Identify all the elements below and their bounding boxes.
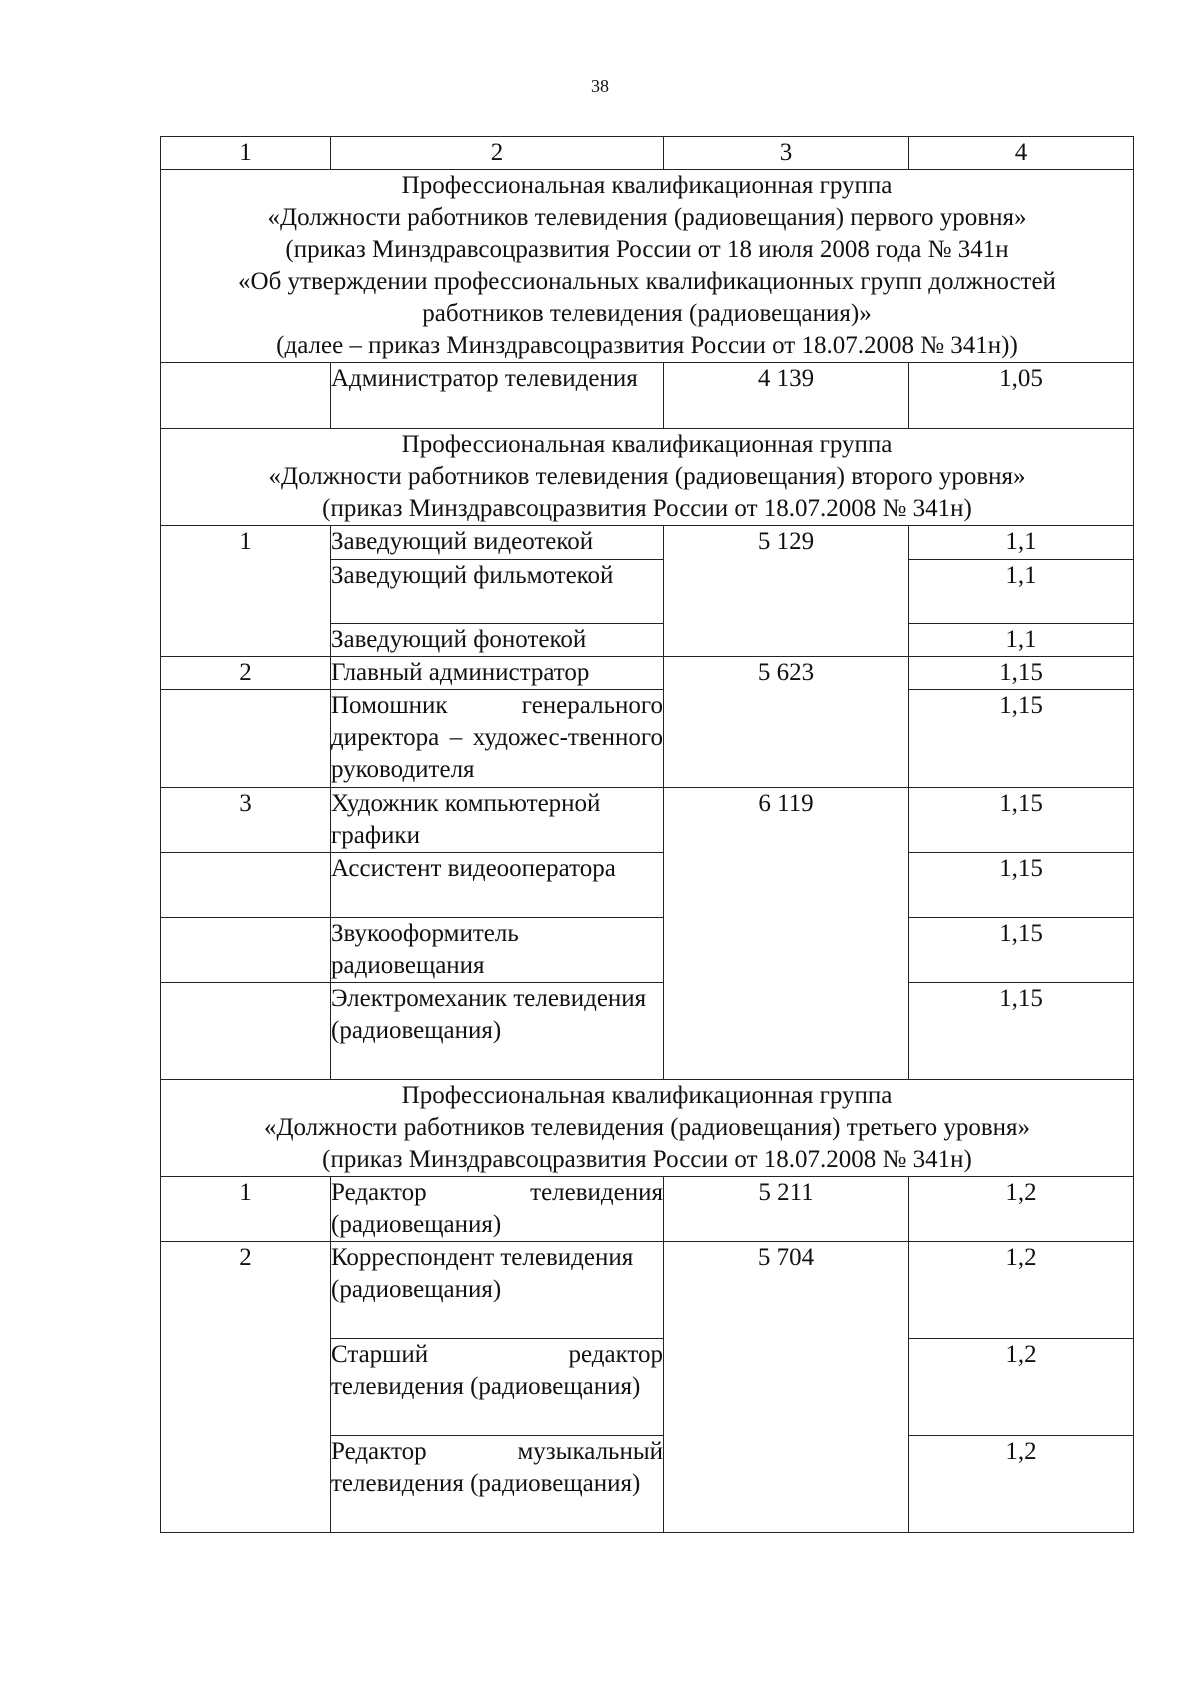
coefficient-cell: 1,2 [909, 1242, 1134, 1339]
position-cell: Главный администратор [331, 657, 664, 690]
level-cell [161, 1436, 331, 1533]
group-2-line: Профессиональная квалификационная группа [401, 431, 893, 458]
header-col-4: 4 [909, 137, 1134, 170]
header-col-1: 1 [161, 137, 331, 170]
group-3-line: (приказ Минздравсоцразвития России от 18.07.2008 № 341н) [322, 1146, 972, 1173]
position-cell: Редактор музыкальный телевидения (радиовещания) [331, 1436, 664, 1533]
salary-cell: 6 119 [664, 788, 909, 1080]
group-2-line: (приказ Минздравсоцразвития России от 18.07.2008 № 341н) [322, 495, 972, 522]
position-cell: Корреспондент телевидения (радиовещания) [331, 1242, 664, 1339]
header-col-2: 2 [331, 137, 664, 170]
coefficient-cell: 1,15 [909, 853, 1134, 918]
position-cell: Звукооформитель радиовещания [331, 918, 664, 983]
group-heading-row [161, 170, 1134, 363]
salary-cell: 5 211 [664, 1177, 909, 1242]
level-cell [161, 363, 331, 429]
position-cell: Ассистент видеооператора [331, 853, 664, 918]
salary-table [160, 136, 1134, 1533]
group-2-heading [161, 429, 1134, 526]
level-cell [161, 853, 331, 918]
group-1-line: (приказ Минздравсоцразвития России от 18 июля 2008 года № 341н [285, 236, 1009, 263]
position-cell: Старший редактор телевидения (радиовещания) [331, 1339, 664, 1436]
salary-cell: 5 623 [664, 657, 909, 788]
level-cell: 1 [161, 1177, 331, 1242]
table-row [161, 1436, 1134, 1533]
level-cell: 2 [161, 657, 331, 690]
position-cell: Заведующий видеотекой [331, 526, 664, 560]
table-row [161, 853, 1134, 918]
coefficient-cell: 1,1 [909, 560, 1134, 624]
table-row [161, 526, 1134, 560]
group-1-heading [161, 170, 1134, 363]
salary-cell: 5 704 [664, 1242, 909, 1533]
group-heading-row [161, 429, 1134, 526]
position-cell: Электромеханик телевидения (радиовещания) [331, 983, 664, 1080]
group-1-line: «Должности работников телевидения (радиовещания) первого уровня» [267, 204, 1027, 231]
group-3-line: «Должности работников телевидения (радиовещания) третьего уровня» [263, 1114, 1031, 1141]
level-cell: 3 [161, 788, 331, 853]
table-row [161, 657, 1134, 690]
salary-cell: 4 139 [664, 363, 909, 429]
table-row [161, 1339, 1134, 1436]
table-header-row [161, 137, 1134, 170]
table-row [161, 983, 1134, 1080]
group-3-line: Профессиональная квалификационная группа [401, 1082, 893, 1109]
coefficient-cell: 1,15 [909, 918, 1134, 983]
position-cell: Администратор телевидения [331, 363, 664, 429]
coefficient-cell: 1,15 [909, 788, 1134, 853]
salary-cell: 5 129 [664, 526, 909, 657]
table-row [161, 918, 1134, 983]
group-1-line: «Об утверждении профессиональных квалификационных групп должностей [238, 268, 1056, 295]
level-cell [161, 690, 331, 788]
position-cell: Редактор телевидения (радиовещания) [331, 1177, 664, 1242]
group-1-line: Профессиональная квалификационная группа [401, 172, 893, 199]
level-cell: 1 [161, 526, 331, 657]
coefficient-cell: 1,15 [909, 690, 1134, 788]
coefficient-cell: 1,15 [909, 983, 1134, 1080]
level-cell [161, 918, 331, 983]
position-cell: Художник компьютерной графики [331, 788, 664, 853]
table-row [161, 690, 1134, 788]
level-cell [161, 1339, 331, 1436]
table-row [161, 1177, 1134, 1242]
table-row [161, 1242, 1134, 1339]
group-1-line: (далее – приказ Минздравсоцразвития России от 18.07.2008 № 341н)) [276, 332, 1018, 359]
group-3-heading [161, 1080, 1134, 1177]
position-cell: Заведующий фильмотекой [331, 560, 664, 624]
coefficient-cell: 1,2 [909, 1436, 1134, 1533]
group-1-line: работников телевидения (радиовещания)» [422, 300, 872, 327]
position-cell: Помошник генерального директора – художес-твенного руководителя [331, 690, 664, 788]
level-cell [161, 983, 331, 1080]
coefficient-cell: 1,2 [909, 1177, 1134, 1242]
level-cell: 2 [161, 1242, 331, 1339]
coefficient-cell: 1,1 [909, 624, 1134, 657]
page-number: 38 [591, 76, 609, 96]
coefficient-cell: 1,1 [909, 526, 1134, 560]
header-col-3: 3 [664, 137, 909, 170]
table-row [161, 788, 1134, 853]
coefficient-cell: 1,2 [909, 1339, 1134, 1436]
coefficient-cell: 1,15 [909, 657, 1134, 690]
coefficient-cell: 1,05 [909, 363, 1134, 429]
group-2-line: «Должности работников телевидения (радиовещания) второго уровня» [268, 463, 1026, 490]
table-row [161, 363, 1134, 429]
group-heading-row [161, 1080, 1134, 1177]
position-cell: Заведующий фонотекой [331, 624, 664, 657]
